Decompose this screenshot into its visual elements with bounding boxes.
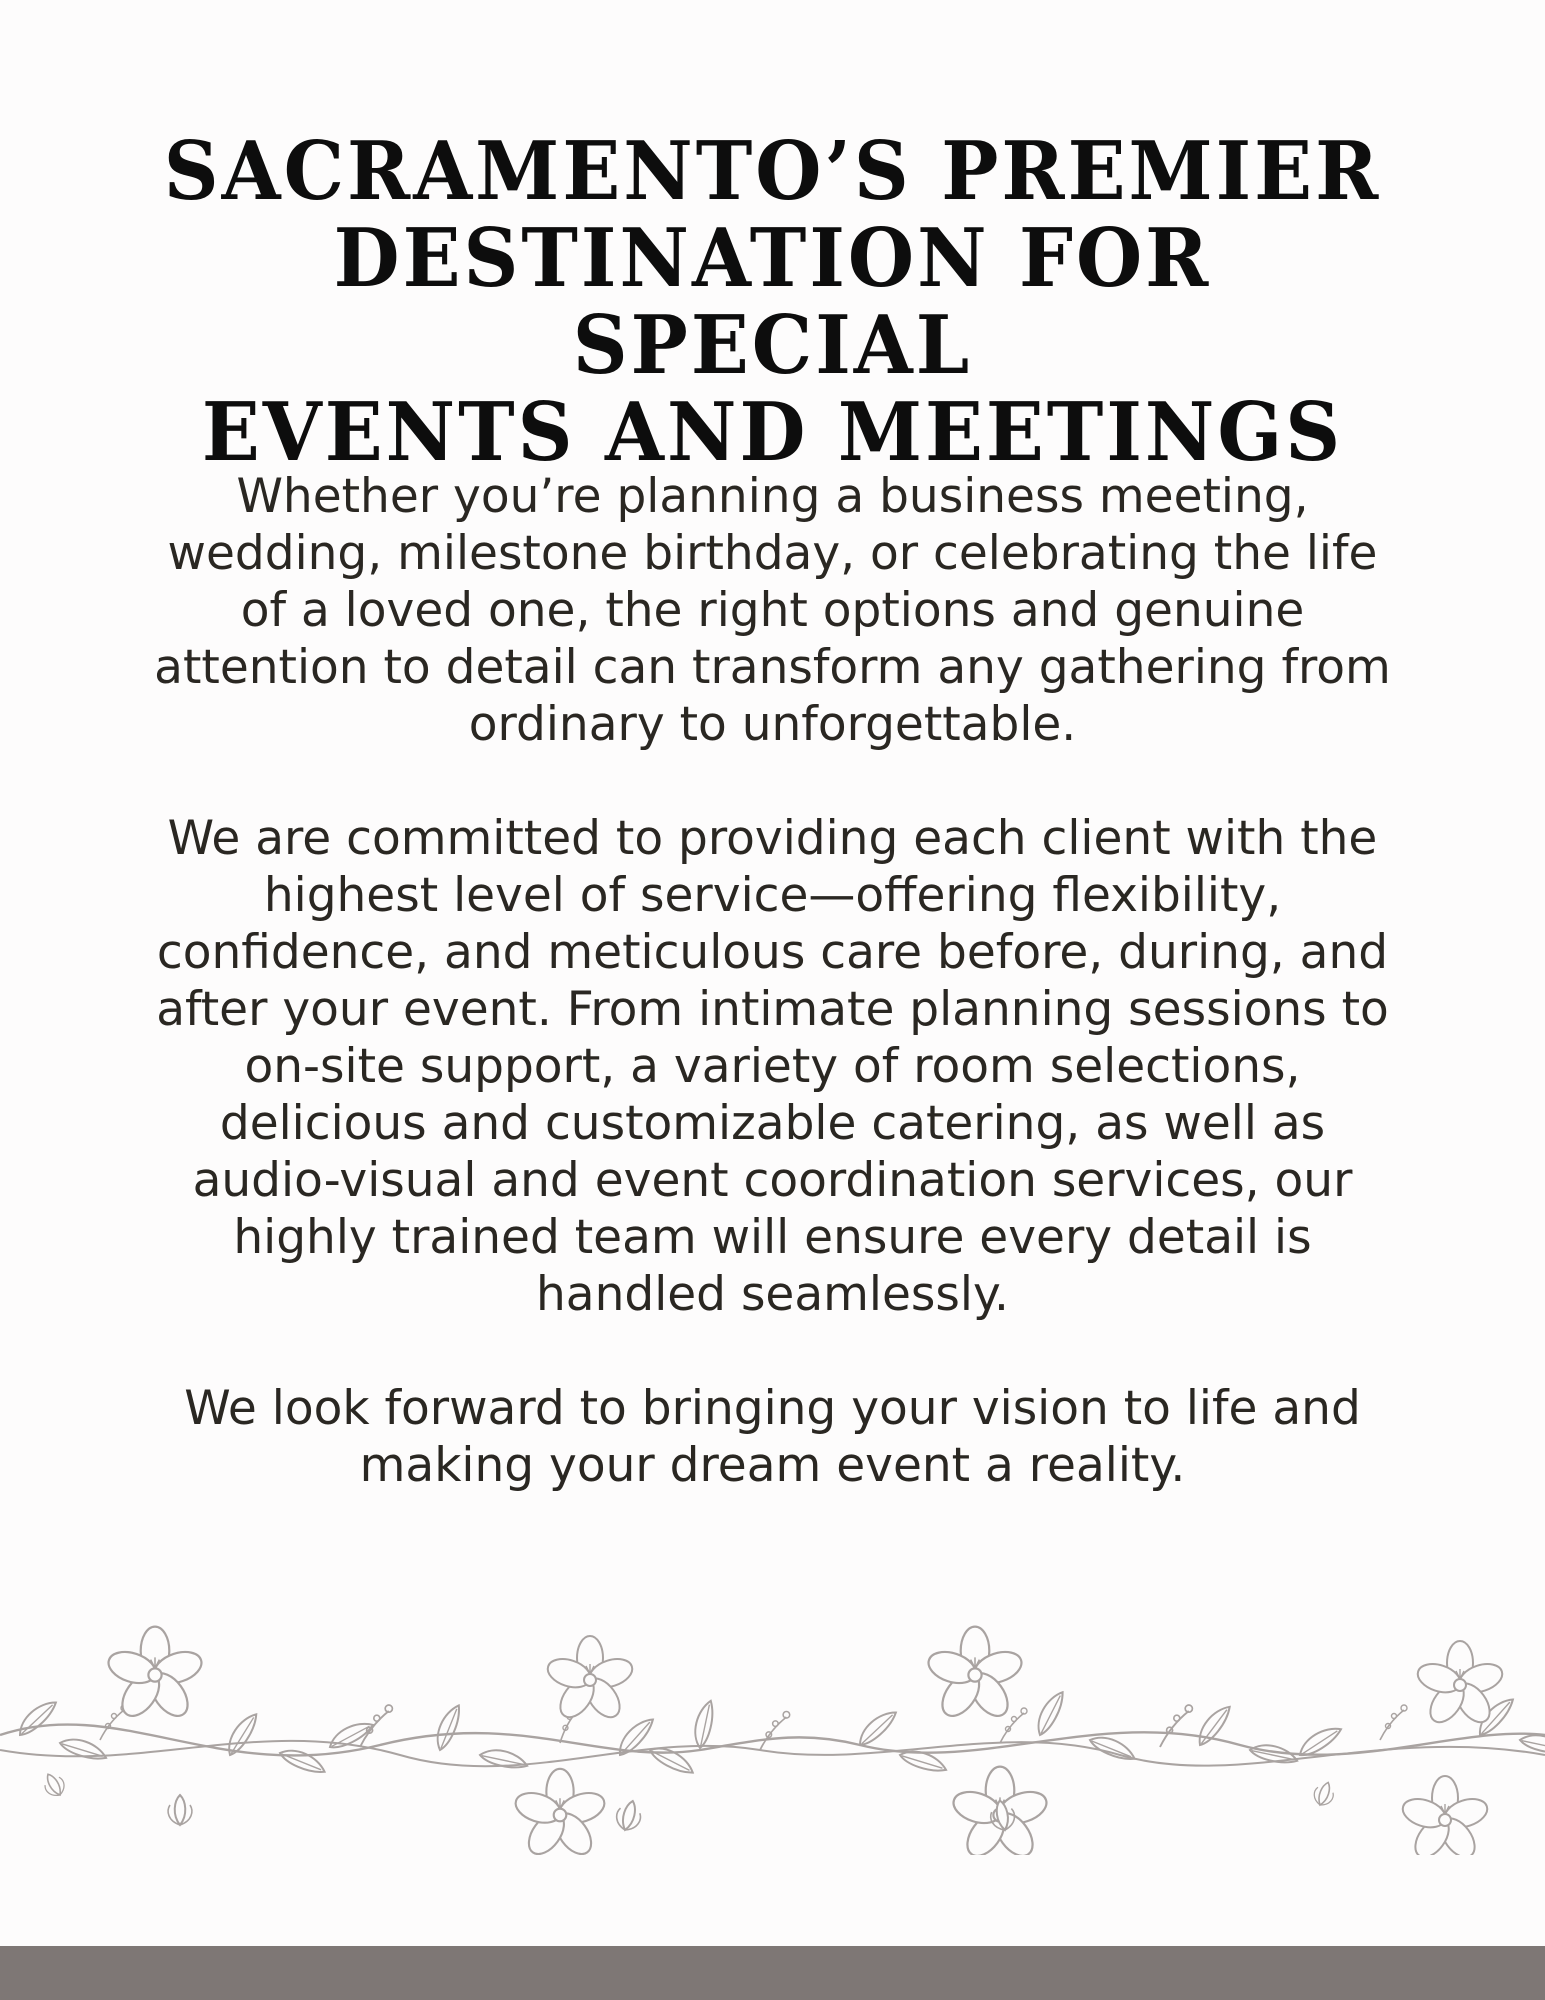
footer-bar [0,1946,1545,2000]
page-title: SACRAMENTO’S PREMIER DESTINATION FOR SPECIAL EVENTS AND MEETINGS [163,123,1382,479]
paragraph-intro: Whether you’re planning a business meeting, wedding, milestone birthday, or celebrating the life of a loved one, the right options and genuine attention to detail can transform any gathering from ordinary to unforgettable. [154,469,1391,752]
body-text [95,468,1450,1551]
floral-vine-border-icon [0,1615,1545,1855]
paragraph-services: We are committed to providing each client with the highest level of service—offering flexibility, confidence, and meticulous care before, during, and after your event. From intimate planning sessions to on-site support, a variety of room selections, delicious and customizable catering, as well as audio-visual and event coordination services, our highly trained team will ensure every detail is handled seamlessly. [156,811,1389,1322]
paragraph-closing: We look forward to bringing your vision to life and making your dream event a reality. [184,1381,1361,1493]
